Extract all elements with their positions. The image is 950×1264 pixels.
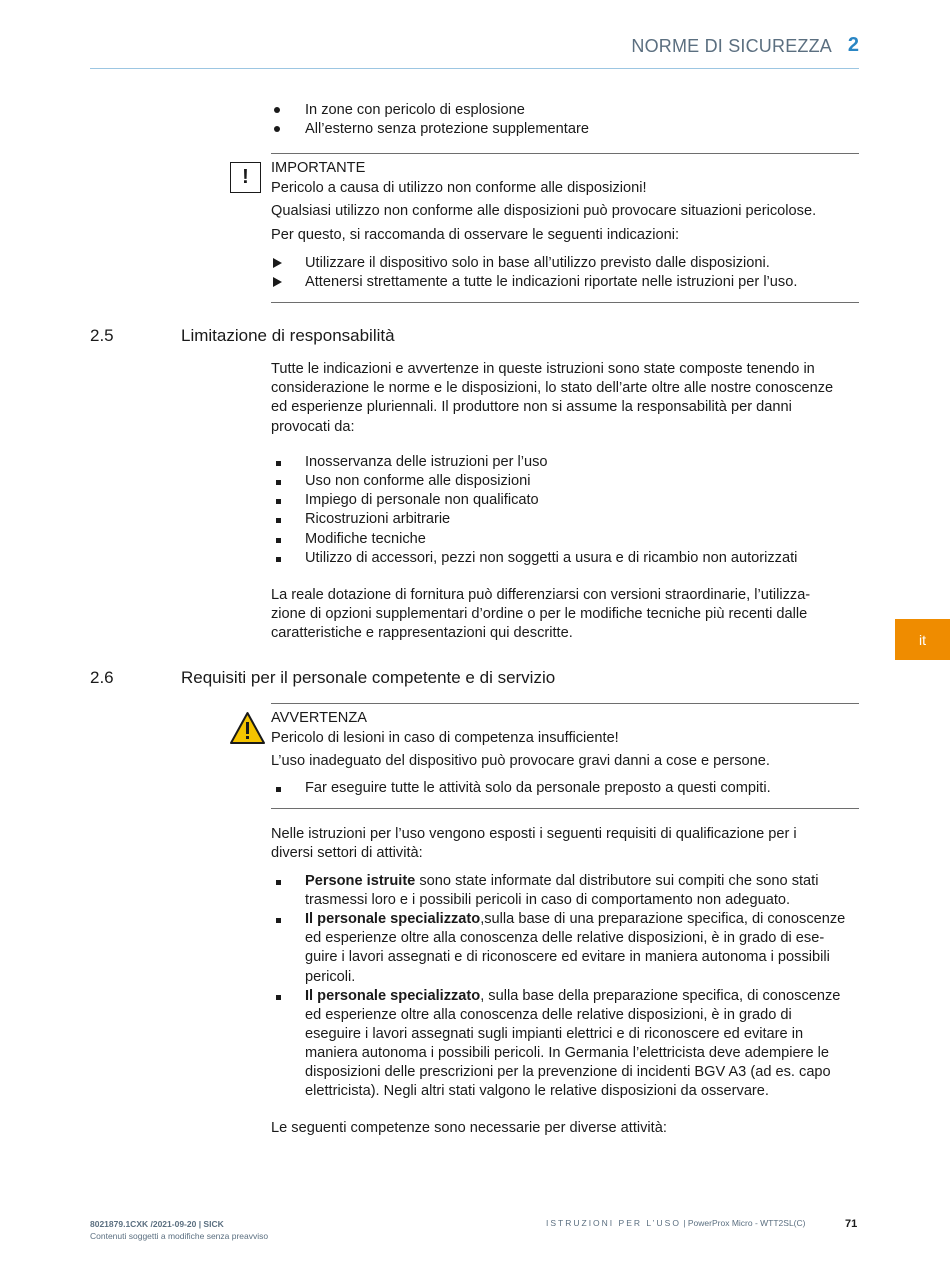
qualification-line: ed esperienze oltre alla conoscenza delle relative disposizioni, è in grado di ese- xyxy=(305,930,825,946)
paragraph-line: caratteristiche e rappresentazioni qui descritte. xyxy=(271,625,573,641)
warning-heading: Pericolo di lesioni in caso di competenza insufficiente! xyxy=(271,730,619,746)
notice-text: Qualsiasi utilizzo non conforme alle disposizioni può provocare situazioni pericolose. xyxy=(271,203,817,219)
notice-top-rule xyxy=(271,153,859,154)
qualification-term: Il personale specializzato xyxy=(305,988,481,1004)
document-id: 8021879.1CXK /2021-09-20 | SICK xyxy=(90,1219,224,1229)
bullet-dot-icon xyxy=(274,107,280,113)
paragraph-line: zione di opzioni supplementari d’ordine o per le modifiche tecniche più recenti dalle xyxy=(271,606,808,622)
warning-top-rule xyxy=(271,703,859,704)
paragraph-line: La reale dotazione di fornitura può differenziarsi con versioni straordinarie, l’utilizza- xyxy=(271,587,811,603)
header-title: NORME DI SICUREZZA xyxy=(631,36,832,56)
warning-label: AVVERTENZA xyxy=(271,710,367,726)
warning-text: L’uso inadeguato del dispositivo può provocare gravi danni a cose e persone. xyxy=(271,753,770,769)
product-name: | PowerProx Micro - WTT2SL(C) xyxy=(683,1218,806,1228)
footer-manual xyxy=(546,1218,805,1228)
arrow-right-icon xyxy=(273,258,282,268)
chapter-number: 2 xyxy=(847,34,859,56)
qualification-term: Il personale specializzato xyxy=(305,911,481,927)
action-item: Utilizzare il dispositivo solo in base all’utilizzo previsto dalle disposizioni. xyxy=(305,255,770,271)
list-item: In zone con pericolo di esplosione xyxy=(305,102,525,118)
section-number: 2.6 xyxy=(90,668,114,687)
bullet-square-icon xyxy=(276,880,281,885)
qualification-line: Il personale specializzato,sulla base di una preparazione specifica, di conoscenze xyxy=(305,911,846,927)
list-item: Uso non conforme alle disposizioni xyxy=(305,473,531,489)
paragraph-line: provocati da: xyxy=(271,419,355,435)
qualification-line: maniera autonoma i possibili pericoli. In Germania l’elettricista deve adempiere le xyxy=(305,1045,830,1061)
warning-triangle-icon xyxy=(229,711,266,745)
notice-label: IMPORTANTE xyxy=(271,160,366,176)
bullet-dot-icon xyxy=(274,126,280,132)
section-title: Limitazione di responsabilità xyxy=(181,326,395,345)
list-item: Impiego di personale non qualificato xyxy=(305,492,539,508)
bullet-square-icon xyxy=(276,557,281,562)
page-number: 71 xyxy=(845,1218,858,1230)
qualification-line: Il personale specializzato, sulla base della preparazione specifica, di conoscenze xyxy=(305,988,841,1004)
qualification-line: eseguire i lavori assegnati sugli impianti elettrici e di riconoscere ed evitare in xyxy=(305,1026,804,1042)
footer-disclaimer: Contenuti soggetti a modifiche senza preavviso xyxy=(90,1231,269,1241)
notice-text: Per questo, si raccomanda di osservare le seguenti indicazioni: xyxy=(271,227,680,243)
paragraph-line: ed esperienze pluriennali. Il produttore non si assume la responsabilità per danni xyxy=(271,399,792,415)
bullet-square-icon xyxy=(276,787,281,792)
qualification-line: pericoli. xyxy=(305,969,356,985)
list-item: All’esterno senza protezione supplementare xyxy=(305,121,589,137)
bullet-square-icon xyxy=(276,918,281,923)
qualification-term: Persone istruite xyxy=(305,873,416,889)
bullet-square-icon xyxy=(276,995,281,1000)
list-item: Inosservanza delle istruzioni per l’uso xyxy=(305,454,548,470)
qualification-line: disposizioni delle prescrizioni per la prevenzione di incidenti BGV A3 (ad es. capo xyxy=(305,1064,831,1080)
qualification-line: Persone istruite sono state informate dal distributore sui compiti che sono stati xyxy=(305,873,819,889)
language-tab[interactable]: it xyxy=(895,619,950,660)
qualification-line: trasmessi loro e i possibili pericoli in caso di comportamento non adeguato. xyxy=(305,892,791,908)
paragraph-line: Nelle istruzioni per l’uso vengono esposti i seguenti requisiti di qualificazione per i xyxy=(271,826,797,842)
paragraph-line: considerazione le norme e le disposizioni, lo stato dell’arte oltre alle nostre conoscenze xyxy=(271,380,834,396)
qualification-line: elettricista). Negli altri stati valgono le relative disposizioni da osservare. xyxy=(305,1083,769,1099)
list-item: Utilizzo di accessori, pezzi non soggetti a usura e di ricambio non autorizzati xyxy=(305,550,798,566)
bullet-square-icon xyxy=(276,461,281,466)
bullet-square-icon xyxy=(276,518,281,523)
header-divider xyxy=(90,68,859,69)
list-item: Modifiche tecniche xyxy=(305,531,426,547)
bullet-square-icon xyxy=(276,499,281,504)
qualification-line: ed esperienze oltre alla conoscenza delle relative disposizioni, è in grado di xyxy=(305,1007,792,1023)
paragraph-line: diversi settori di attività: xyxy=(271,845,423,861)
section-title: Requisiti per il personale competente e di servizio xyxy=(181,668,556,687)
arrow-right-icon xyxy=(273,277,282,287)
footer-left xyxy=(90,1218,268,1242)
paragraph-line: Tutte le indicazioni e avvertenze in queste istruzioni sono state composte tenendo in xyxy=(271,361,815,377)
section-number: 2.5 xyxy=(90,326,114,345)
exclamation-icon: ! xyxy=(230,162,261,193)
list-item: Ricostruzioni arbitrarie xyxy=(305,511,451,527)
bullet-square-icon xyxy=(276,538,281,543)
bullet-square-icon xyxy=(276,480,281,485)
notice-bottom-rule xyxy=(271,302,859,303)
warning-bottom-rule xyxy=(271,808,859,809)
qualification-line: guire i lavori assegnati e di riconoscere ed evitare in maniera autonoma i possibili xyxy=(305,949,830,965)
notice-heading: Pericolo a causa di utilizzo non conforme alle disposizioni! xyxy=(271,180,647,196)
warning-item: Far eseguire tutte le attività solo da personale preposto a questi compiti. xyxy=(305,780,771,796)
manual-label: ISTRUZIONI PER L’USO xyxy=(546,1218,681,1228)
action-item: Attenersi strettamente a tutte le indicazioni riportate nelle istruzioni per l’uso. xyxy=(305,274,798,290)
paragraph-line: Le seguenti competenze sono necessarie per diverse attività: xyxy=(271,1120,667,1136)
